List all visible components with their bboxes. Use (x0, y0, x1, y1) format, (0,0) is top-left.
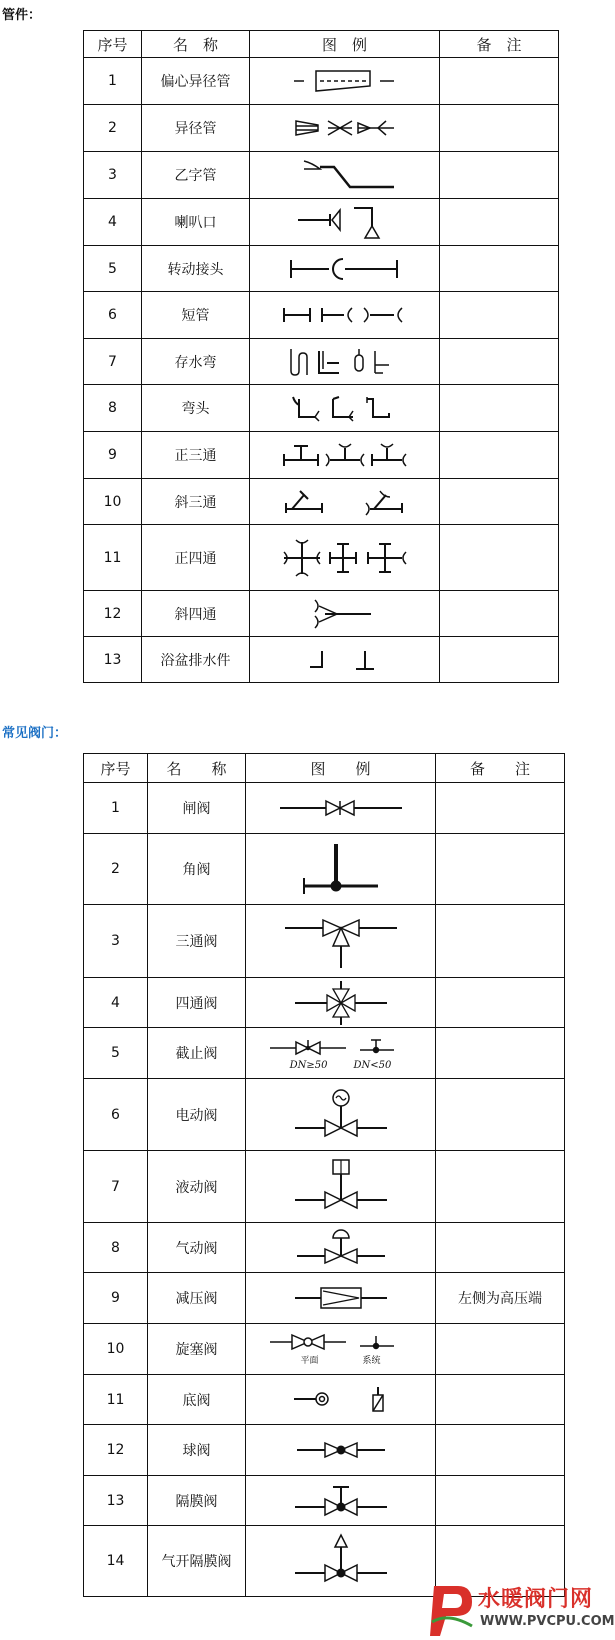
row-name: 乙字管 (142, 152, 250, 199)
row-note (440, 199, 559, 246)
row-no: 5 (84, 246, 142, 292)
row-note (436, 1375, 565, 1425)
row-symbol (246, 1324, 436, 1375)
oblique-cross-icon (305, 596, 385, 632)
section-title-valves: 常见阀门： (2, 726, 68, 741)
row-no: 5 (84, 1028, 148, 1079)
row-name: 三通阀 (148, 905, 246, 978)
header-symbol: 图 例 (250, 31, 440, 58)
row-symbol (246, 783, 436, 834)
row-symbol (250, 246, 440, 292)
row-name: 偏心异径管 (142, 58, 250, 105)
row-no: 7 (84, 1151, 148, 1223)
pressure-reducing-valve-icon (291, 1285, 391, 1311)
row-no: 12 (84, 591, 142, 637)
row-note (440, 246, 559, 292)
row-no: 7 (84, 339, 142, 385)
row-symbol (246, 1273, 436, 1324)
globe-valve-icon (266, 1038, 416, 1062)
row-note (440, 58, 559, 105)
offset-pipe-icon (290, 157, 400, 193)
row-note (440, 292, 559, 339)
row-note (440, 479, 559, 525)
row-name: 弯头 (142, 385, 250, 432)
elbow-icon (285, 393, 405, 423)
row-symbol (246, 1151, 436, 1223)
row-symbol (246, 978, 436, 1028)
table-row (84, 637, 559, 683)
table-row (84, 1273, 565, 1324)
row-name: 正四通 (142, 525, 250, 591)
row-symbol (250, 385, 440, 432)
row-note (440, 591, 559, 637)
table-row (84, 152, 559, 199)
table-row (84, 58, 559, 105)
row-symbol (250, 292, 440, 339)
row-note (436, 905, 565, 978)
row-name: 闸阀 (148, 783, 246, 834)
row-note (436, 1476, 565, 1526)
header-note: 备 注 (440, 31, 559, 58)
row-symbol (246, 1028, 436, 1079)
table-row (84, 339, 559, 385)
reducer-icon (290, 113, 400, 143)
header-note: 备 注 (436, 754, 565, 783)
bell-mouth-icon (290, 202, 400, 242)
bathtub-drain-icon (300, 645, 390, 675)
watermark-url: WWW.PVCPU.COM (480, 1614, 615, 1629)
header-no: 序号 (84, 31, 142, 58)
row-symbol (246, 1526, 436, 1597)
row-no: 10 (84, 1324, 148, 1375)
row-name: 电动阀 (148, 1079, 246, 1151)
row-note (436, 1028, 565, 1079)
row-no: 2 (84, 834, 148, 905)
table-row (84, 1223, 565, 1273)
row-symbol (250, 591, 440, 637)
row-name: 浴盆排水件 (142, 637, 250, 683)
header-name: 名 称 (142, 31, 250, 58)
table-row (84, 1324, 565, 1375)
row-name: 球阀 (148, 1425, 246, 1476)
table-row (84, 1476, 565, 1526)
row-name: 异径管 (142, 105, 250, 152)
row-note (440, 385, 559, 432)
short-pipe-icon (280, 303, 410, 327)
wye-icon (280, 487, 410, 517)
symbol-label-dn-lt-50: DN<50 (353, 1059, 392, 1071)
row-symbol (250, 525, 440, 591)
row-symbol (250, 152, 440, 199)
gate-valve-icon (276, 798, 406, 818)
row-note (436, 1324, 565, 1375)
row-note: 左侧为高压端 (436, 1273, 565, 1324)
row-name: 喇叭口 (142, 199, 250, 246)
row-note (440, 339, 559, 385)
table-header-row (84, 31, 559, 58)
row-no: 11 (84, 1375, 148, 1425)
row-symbol (246, 905, 436, 978)
row-name: 短管 (142, 292, 250, 339)
row-note (440, 432, 559, 479)
row-no: 2 (84, 105, 142, 152)
ball-valve-icon (291, 1440, 391, 1460)
row-note (436, 783, 565, 834)
row-name: 正三通 (142, 432, 250, 479)
table-row (84, 385, 559, 432)
row-name: 斜三通 (142, 479, 250, 525)
row-name: 底阀 (148, 1375, 246, 1425)
watermark-logo-icon (428, 1582, 474, 1638)
table-row (84, 1425, 565, 1476)
row-no: 11 (84, 525, 142, 591)
row-note (436, 1425, 565, 1476)
row-no: 1 (84, 783, 148, 834)
row-name: 液动阀 (148, 1151, 246, 1223)
table-row (84, 905, 565, 978)
swivel-joint-icon (285, 254, 405, 284)
row-symbol (250, 479, 440, 525)
table-row (84, 834, 565, 905)
header-no: 序号 (84, 754, 148, 783)
row-note (436, 1223, 565, 1273)
row-no: 4 (84, 978, 148, 1028)
row-name: 四通阀 (148, 978, 246, 1028)
tee-icon (280, 440, 410, 470)
row-no: 1 (84, 58, 142, 105)
row-no: 3 (84, 152, 142, 199)
row-no: 10 (84, 479, 142, 525)
air-open-diaphragm-valve-icon (291, 1533, 391, 1589)
row-note (440, 637, 559, 683)
trap-icon (285, 345, 405, 379)
row-name: 存水弯 (142, 339, 250, 385)
row-symbol (250, 339, 440, 385)
plug-valve-icon (266, 1332, 416, 1354)
row-note (436, 1151, 565, 1223)
row-symbol (246, 1425, 436, 1476)
foot-valve-icon (286, 1385, 396, 1415)
row-symbol (250, 637, 440, 683)
row-no: 9 (84, 1273, 148, 1324)
row-name: 气开隔膜阀 (148, 1526, 246, 1597)
table-row (84, 1028, 565, 1079)
row-name: 斜四通 (142, 591, 250, 637)
diaphragm-valve-icon (291, 1483, 391, 1519)
row-name: 角阀 (148, 834, 246, 905)
row-symbol (246, 1079, 436, 1151)
table-row (84, 1375, 565, 1425)
table-header-row (84, 754, 565, 783)
row-no: 4 (84, 199, 142, 246)
three-way-valve-icon (281, 912, 401, 970)
row-name: 转动接头 (142, 246, 250, 292)
row-no: 3 (84, 905, 148, 978)
fittings-table (83, 30, 559, 683)
row-name: 旋塞阀 (148, 1324, 246, 1375)
table-row (84, 1151, 565, 1223)
table-row (84, 105, 559, 152)
row-symbol (246, 1375, 436, 1425)
row-no: 13 (84, 1476, 148, 1526)
row-no: 12 (84, 1425, 148, 1476)
header-symbol: 图 例 (246, 754, 436, 783)
hydraulic-valve-icon (291, 1158, 391, 1216)
row-note (440, 152, 559, 199)
row-no: 14 (84, 1526, 148, 1597)
row-name: 气动阀 (148, 1223, 246, 1273)
table-row (84, 783, 565, 834)
row-name: 减压阀 (148, 1273, 246, 1324)
row-symbol (250, 105, 440, 152)
header-name: 名 称 (148, 754, 246, 783)
table-row (84, 479, 559, 525)
row-symbol (246, 834, 436, 905)
row-name: 隔膜阀 (148, 1476, 246, 1526)
row-note (436, 1079, 565, 1151)
row-note (436, 834, 565, 905)
eccentric-reducer-icon (290, 66, 400, 96)
row-note (440, 525, 559, 591)
row-no: 8 (84, 385, 142, 432)
symbol-label-dn-ge-50: DN≥50 (289, 1059, 328, 1071)
four-way-valve-icon (291, 981, 391, 1025)
row-symbol (250, 58, 440, 105)
table-row (84, 525, 559, 591)
pneumatic-valve-icon (291, 1228, 391, 1268)
row-no: 13 (84, 637, 142, 683)
row-symbol (250, 199, 440, 246)
row-no: 9 (84, 432, 142, 479)
row-symbol (246, 1223, 436, 1273)
symbol-label-plan: 平面 (300, 1356, 319, 1366)
watermark (428, 1580, 615, 1640)
table-row (84, 199, 559, 246)
row-no: 8 (84, 1223, 148, 1273)
row-no: 6 (84, 1079, 148, 1151)
row-note (436, 978, 565, 1028)
cross-icon (280, 536, 410, 580)
row-symbol (250, 432, 440, 479)
angle-valve-icon (296, 840, 386, 898)
valves-table (83, 753, 565, 1597)
symbol-label-system: 系统 (362, 1356, 381, 1366)
row-symbol (246, 1476, 436, 1526)
table-row (84, 246, 559, 292)
row-name: 截止阀 (148, 1028, 246, 1079)
table-row (84, 978, 565, 1028)
table-row (84, 432, 559, 479)
table-row (84, 292, 559, 339)
row-no: 6 (84, 292, 142, 339)
section-title-fittings: 管件： (2, 8, 42, 23)
watermark-text: 水暖阀门网 (478, 1587, 594, 1612)
row-note (440, 105, 559, 152)
table-row (84, 1079, 565, 1151)
table-row (84, 591, 559, 637)
electric-valve-icon (291, 1086, 391, 1144)
